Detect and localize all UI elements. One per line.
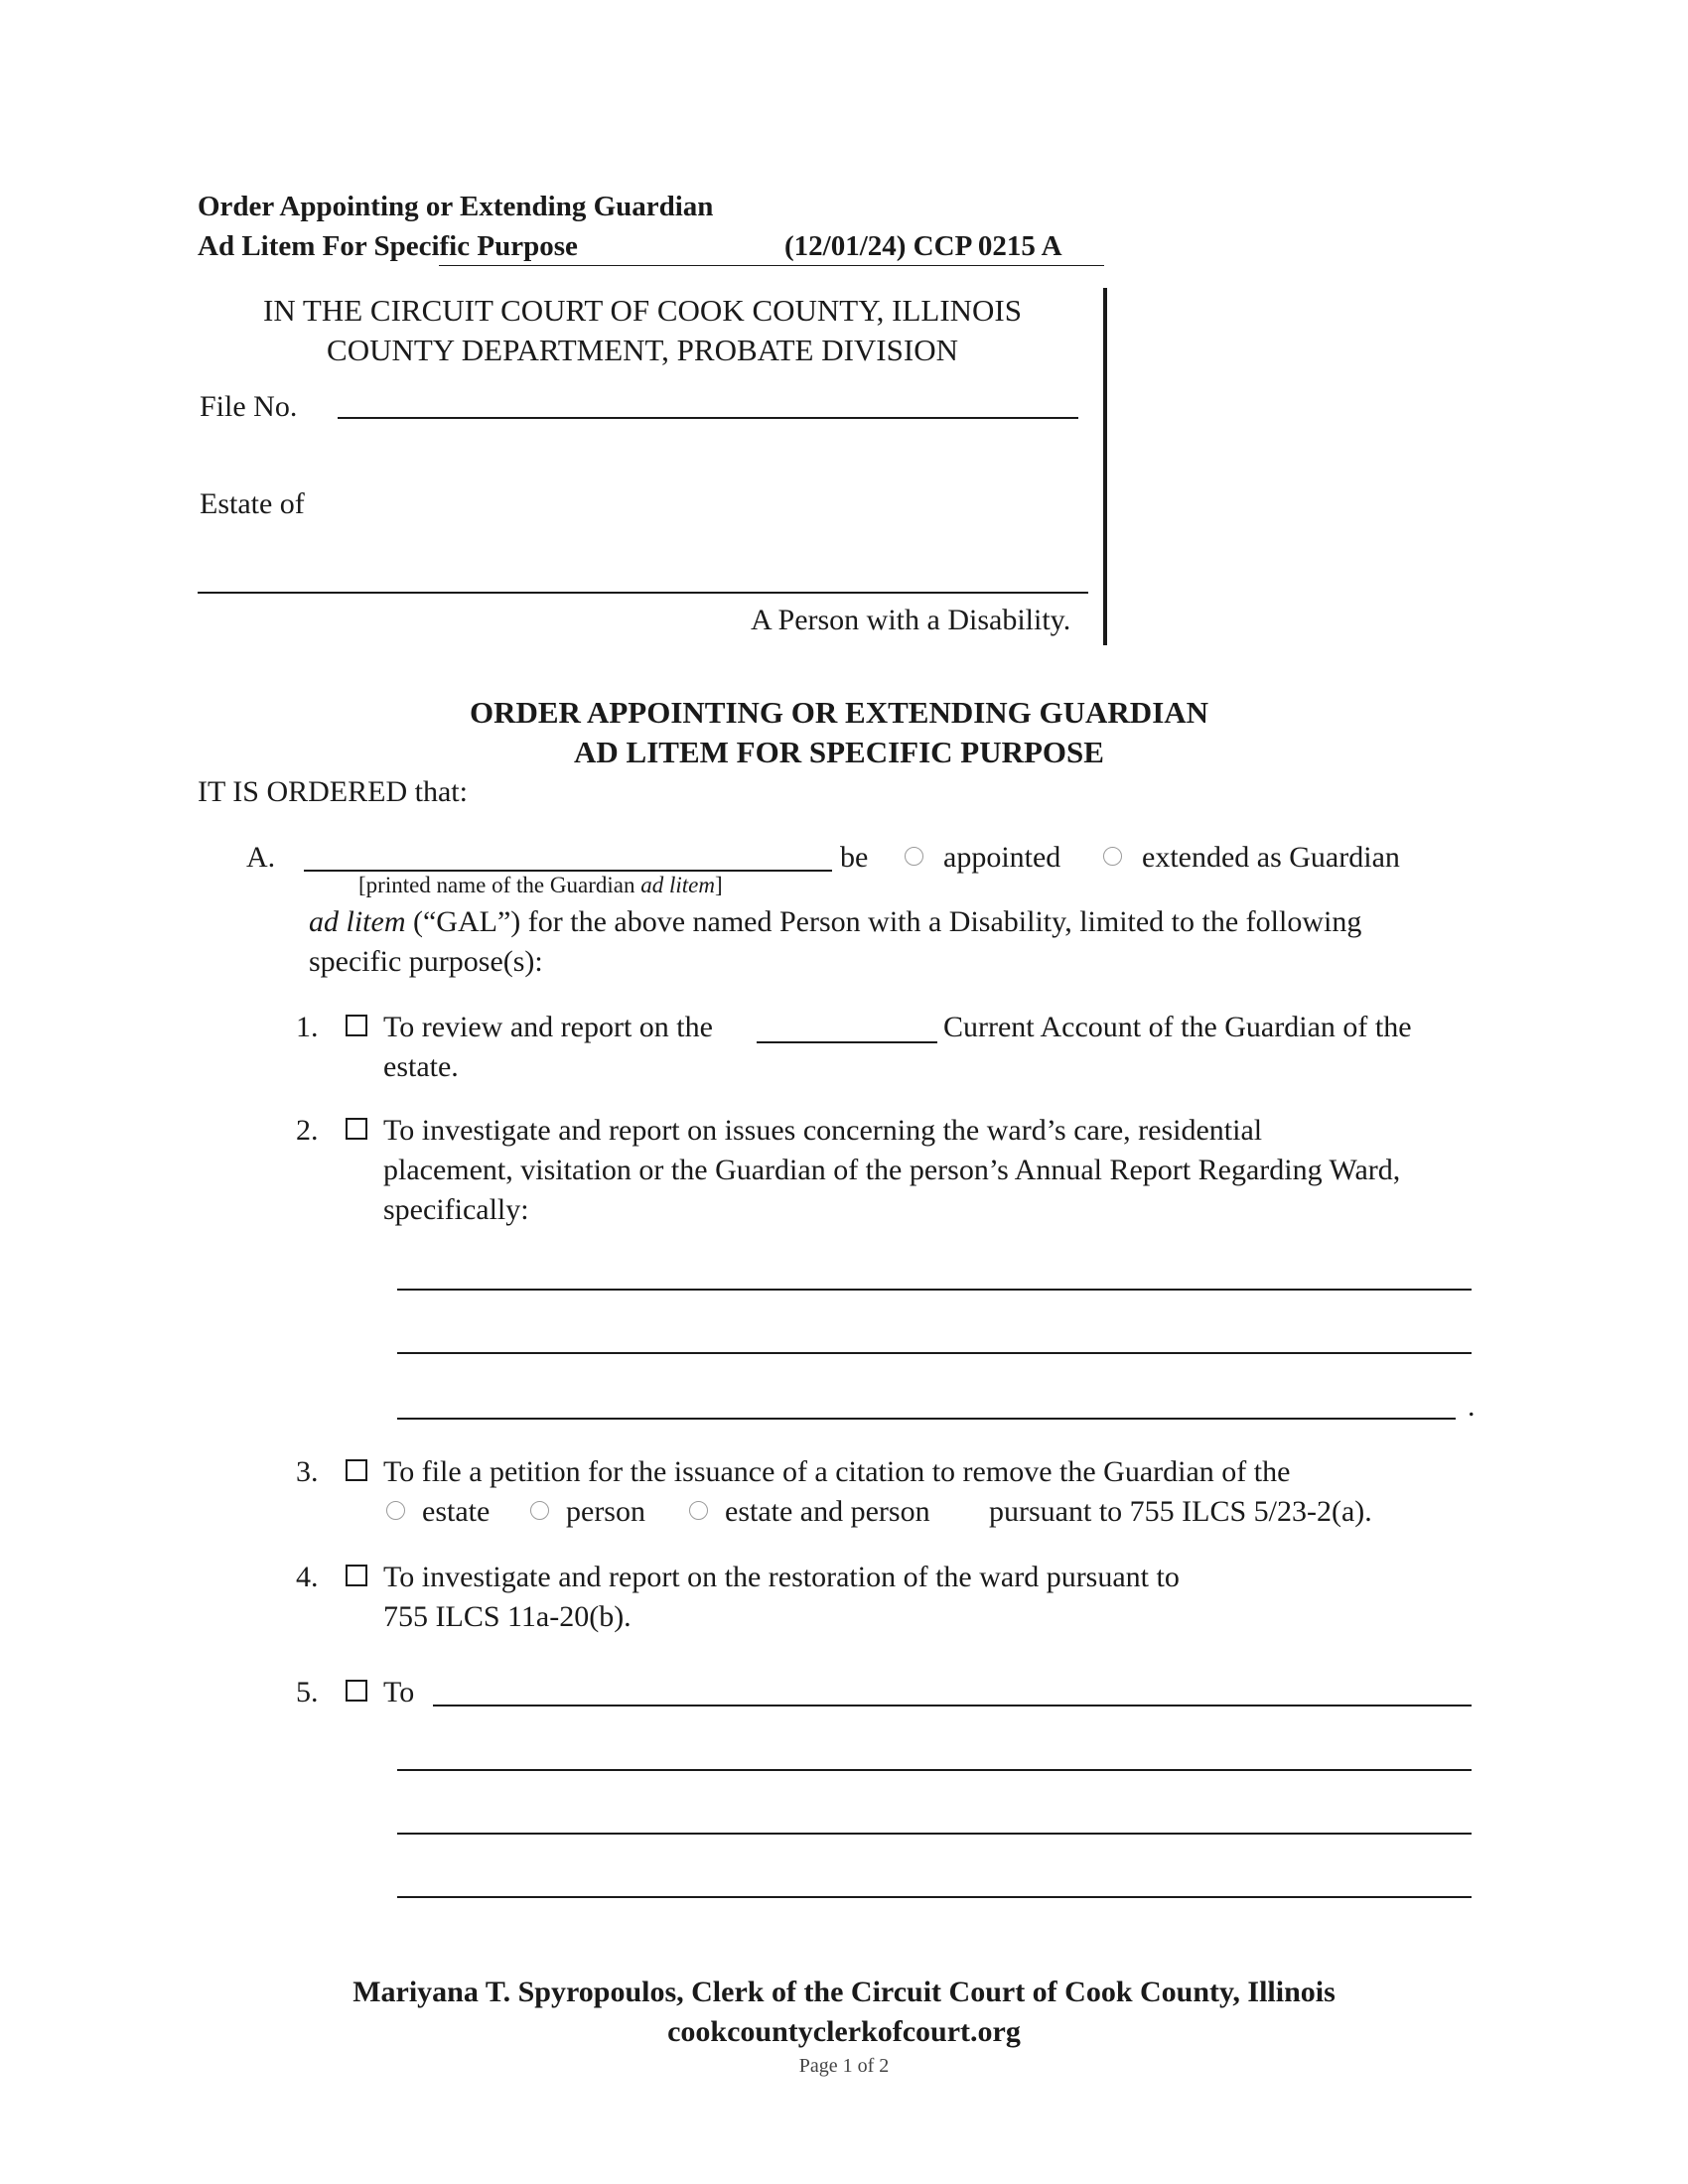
item-5-checkbox[interactable] xyxy=(346,1680,367,1702)
ordered-intro: IT IS ORDERED that: xyxy=(198,775,468,808)
form-code: (12/01/24) CCP 0215 A xyxy=(784,230,1062,262)
item-2-field-line2[interactable] xyxy=(397,1352,1472,1354)
gal-name-field[interactable] xyxy=(304,870,832,872)
footer-website[interactable]: cookcountyclerkofcourt.org xyxy=(667,2015,1021,2048)
header-rule xyxy=(439,265,1104,266)
form-title-line1: Order Appointing or Extending Guardian xyxy=(198,191,714,222)
item-3-person-radio[interactable] xyxy=(530,1501,549,1520)
item-4-line2: 755 ILCS 11a-20(b). xyxy=(383,1600,632,1633)
estate-of-label: Estate of xyxy=(200,487,305,520)
extended-radio[interactable] xyxy=(1103,847,1122,866)
footer-clerk: Mariyana T. Spyropoulos, Clerk of the Circuit Court of Cook County, Illinois xyxy=(352,1976,1336,2008)
item-4-checkbox[interactable] xyxy=(346,1565,367,1586)
item-1-number: 1. xyxy=(296,1011,319,1043)
item-1-text-before: To review and report on the xyxy=(383,1011,713,1043)
item-2-checkbox[interactable] xyxy=(346,1118,367,1140)
item-3-estate-radio[interactable] xyxy=(386,1501,405,1520)
item-2-end-period: . xyxy=(1468,1390,1476,1423)
be-text: be xyxy=(840,841,869,874)
item-2-line1: To investigate and report on issues concerning the ward’s care, residential xyxy=(383,1114,1263,1147)
item-3-estate-label: estate xyxy=(422,1495,491,1528)
person-with-disability-label: A Person with a Disability. xyxy=(751,604,1071,636)
item-5-field-line3[interactable] xyxy=(397,1833,1472,1835)
item-5-number: 5. xyxy=(296,1676,319,1708)
section-a-line2: ad litem (“GAL”) for the above named Person with a Disability, limited to the following xyxy=(309,905,1362,938)
item-3-estate-and-person-radio[interactable] xyxy=(689,1501,708,1520)
item-1-account-field[interactable] xyxy=(757,1041,937,1043)
item-2-line2: placement, visitation or the Guardian of the person’s Annual Report Regarding Ward, xyxy=(383,1154,1401,1186)
caption-bracket xyxy=(1103,288,1107,645)
item-3-person-label: person xyxy=(566,1495,645,1528)
item-4-line1: To investigate and report on the restoration of the ward pursuant to xyxy=(383,1561,1180,1593)
court-line2: COUNTY DEPARTMENT, PROBATE DIVISION xyxy=(327,333,958,367)
appointed-radio[interactable] xyxy=(905,847,923,866)
item-2-field-line1[interactable] xyxy=(397,1289,1472,1291)
item-4-number: 4. xyxy=(296,1561,319,1593)
item-1-checkbox[interactable] xyxy=(346,1015,367,1036)
item-2-line3: specifically: xyxy=(383,1193,529,1226)
item-3-statute: pursuant to 755 ILCS 5/23-2(a). xyxy=(989,1495,1372,1528)
order-title-line2: AD LITEM FOR SPECIFIC PURPOSE xyxy=(574,735,1104,769)
item-3-checkbox[interactable] xyxy=(346,1459,367,1481)
item-5-field-line2[interactable] xyxy=(397,1769,1472,1771)
file-no-label: File No. xyxy=(200,390,298,423)
item-5-field-line4[interactable] xyxy=(397,1896,1472,1898)
item-3-estate-and-person-label: estate and person xyxy=(725,1495,930,1528)
form-title-line2: Ad Litem For Specific Purpose xyxy=(198,230,578,262)
footer-page-number: Page 1 of 2 xyxy=(798,2055,890,2077)
order-title-line1: ORDER APPOINTING OR EXTENDING GUARDIAN xyxy=(469,695,1209,730)
item-3-number: 3. xyxy=(296,1455,319,1488)
section-a-marker: A. xyxy=(246,841,276,874)
item-1-text-after: Current Account of the Guardian of the xyxy=(943,1011,1412,1043)
item-2-field-line3[interactable] xyxy=(397,1418,1456,1420)
section-a-line3: specific purpose(s): xyxy=(309,945,543,978)
item-2-number: 2. xyxy=(296,1114,319,1147)
estate-name-field[interactable] xyxy=(198,592,1088,594)
appointed-label: appointed xyxy=(943,841,1061,874)
extended-label: extended as Guardian xyxy=(1142,841,1400,874)
item-1-line2: estate. xyxy=(383,1050,459,1083)
gal-name-sublabel: [printed name of the Guardian ad litem] xyxy=(358,873,723,897)
file-no-field[interactable] xyxy=(338,417,1078,419)
item-3-line1: To file a petition for the issuance of a citation to remove the Guardian of the xyxy=(383,1455,1291,1488)
item-5-field-line1[interactable] xyxy=(433,1705,1472,1706)
item-5-text: To xyxy=(383,1676,415,1708)
court-line1: IN THE CIRCUIT COURT OF COOK COUNTY, ILLINOIS xyxy=(263,293,1022,328)
